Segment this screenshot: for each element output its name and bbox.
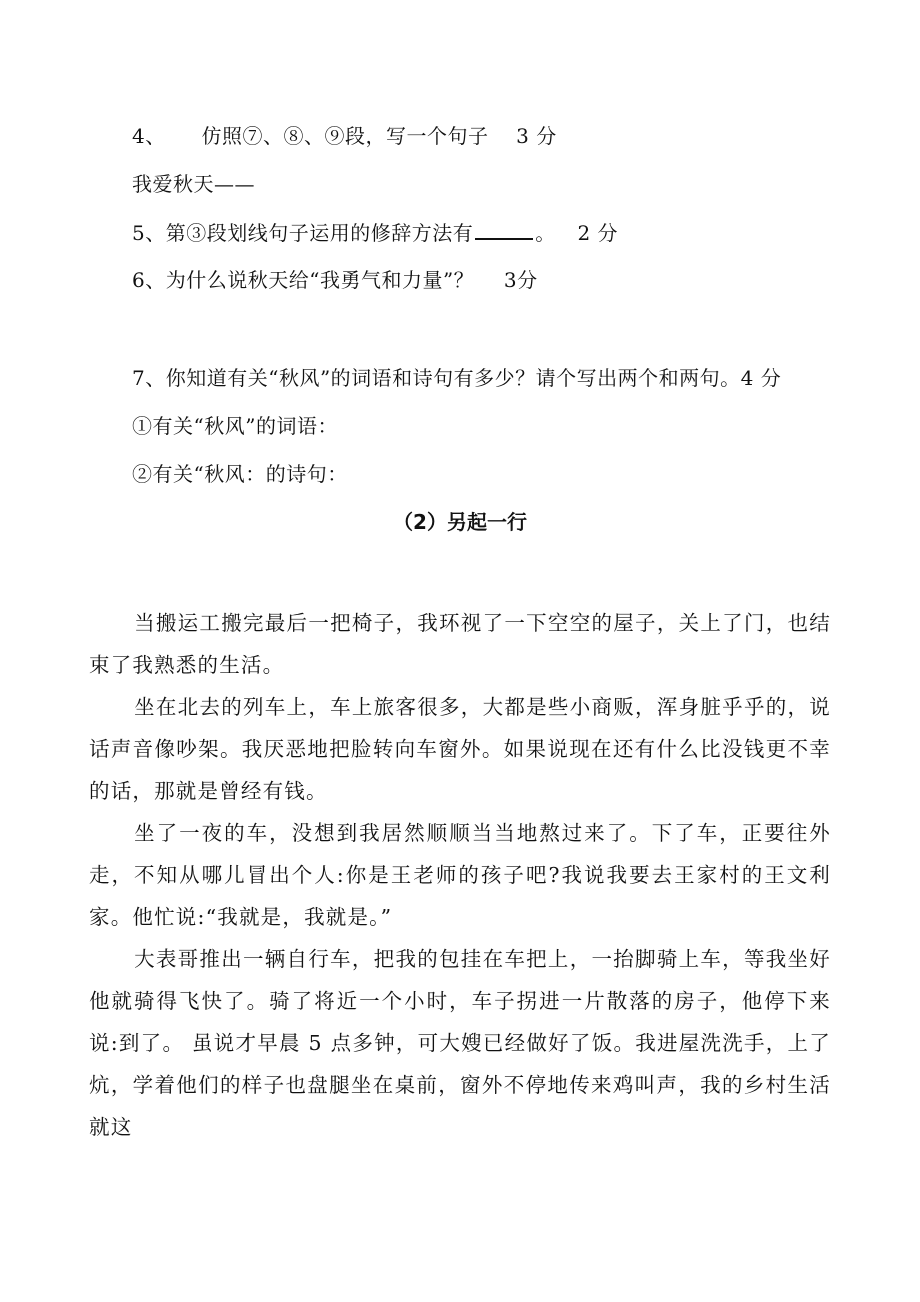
question-4 [132,124,557,148]
story-passage [89,602,831,1148]
question-4-number: 4、 [132,124,166,148]
question-4-points: 3 分 [516,124,557,148]
story-paragraph: 坐了一夜的车，没想到我居然顺顺当当地熬过来了。下了车，正要往外走，不知从哪儿冒出个人:你是王老师的孩子吧?我说我要去王家村的王文利家。他忙说:“我就是，我就是。” [89,821,831,929]
question-7: 7、你知道有关“秋风”的词语和诗句有多少？请个写出两个和两句。4 分 [132,366,782,390]
section-title: （2）另起一行 [393,510,527,534]
question-4-text: 仿照⑦、⑧、⑨段，写一个句子 [201,124,489,148]
question-5-text: 5、第③段划线句子运用的修辞方法有 [132,221,474,245]
story-paragraph: 大表哥推出一辆自行车，把我的包挂在车把上，一抬脚骑上车，等我坐好他就骑得飞快了。骑了将近一个小时，车子拐进一片散落的房子，他停下来说:到了。 虽说才早晨 5 点多钟，可大嫂已经做好了饭。我进屋洗洗手，上了炕，学着他们的样子也盘腿坐在桌前，窗外不停地传来鸡叫声，我的乡村生活就这 [89,947,831,1139]
question-5 [132,220,618,245]
question-5-period: 。 [535,221,556,245]
answer-blank[interactable] [475,220,533,240]
question-7-item-2: ②有关“秋风：的诗句： [132,462,348,486]
story-paragraph: 坐在北去的列车上，车上旅客很多，大都是些小商贩，浑身脏乎乎的，说话声音像吵架。我厌恶地把脸转向车窗外。如果说现在还有什么比没钱更不幸的话，那就是曾经有钱。 [89,695,831,803]
question-5-points: 2 分 [577,221,619,245]
question-6-text: 6、为什么说秋天给“我勇气和力量”？ [132,268,475,292]
story-paragraph: 当搬运工搬完最后一把椅子，我环视了一下空空的屋子，关上了门，也结束了我熟悉的生活。 [89,611,831,677]
question-6-points: 3分 [503,268,538,292]
question-6 [132,268,538,292]
question-7-item-1: ①有关“秋风”的词语： [132,414,338,438]
question-4-answer-prompt: 我爱秋天—— [132,172,255,196]
